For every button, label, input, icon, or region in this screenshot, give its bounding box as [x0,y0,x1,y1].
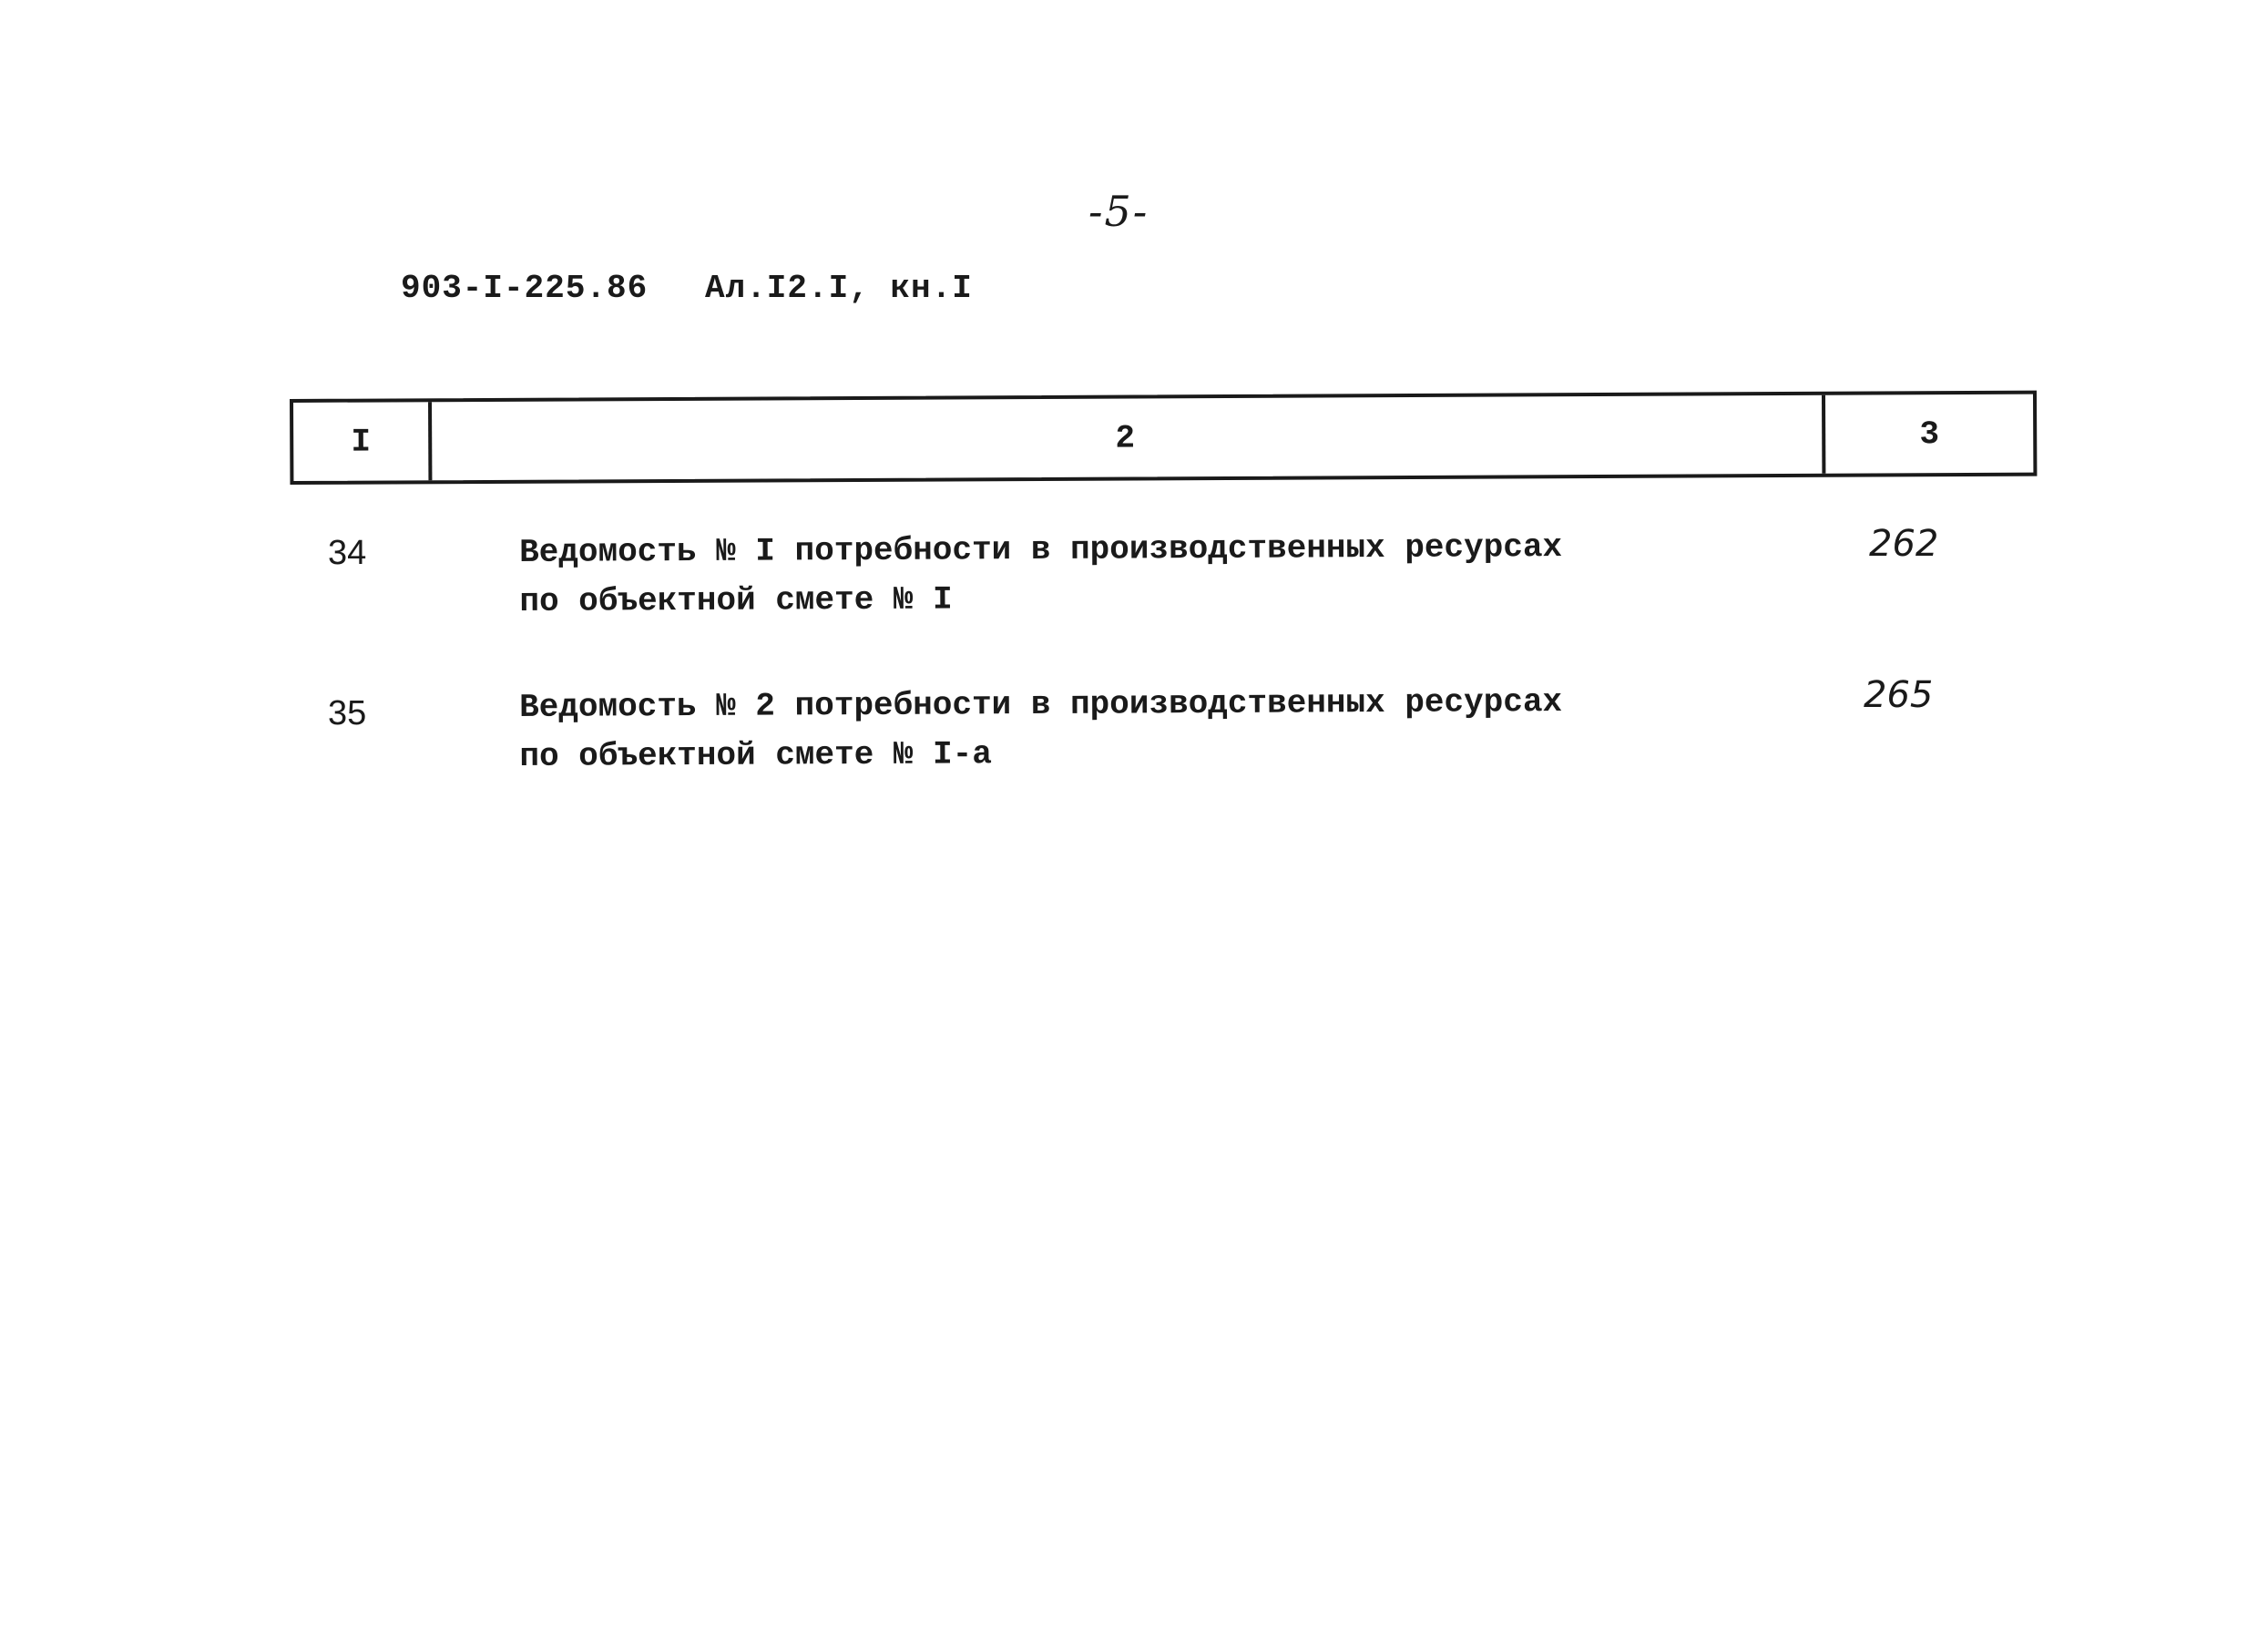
row-description-line: по объектной смете № I [519,580,953,620]
document-reference: Ал.I2.I, кн.I [705,270,973,307]
row-description [519,678,1563,782]
row-number: 34 [328,534,367,572]
row-description-line: по объектной смете № I-а [519,735,993,775]
table-header [290,391,2037,485]
header-col-1: I [293,402,432,481]
page-number: -5- [1088,187,1149,236]
header-col-2: 2 [428,395,1825,480]
row-page: 262 [1869,523,1939,565]
row-page: 265 [1864,674,1934,716]
header-col-3: 3 [1919,415,1940,453]
row-number: 35 [328,694,367,732]
row-description-line: Ведомость № I потребности в производственных ресурсах [519,528,1563,571]
row-description-line: Ведомость № 2 потребности в производственных ресурсах [519,683,1563,726]
row-description [519,523,1563,627]
document-code: 903-I-225.86 [401,270,649,307]
